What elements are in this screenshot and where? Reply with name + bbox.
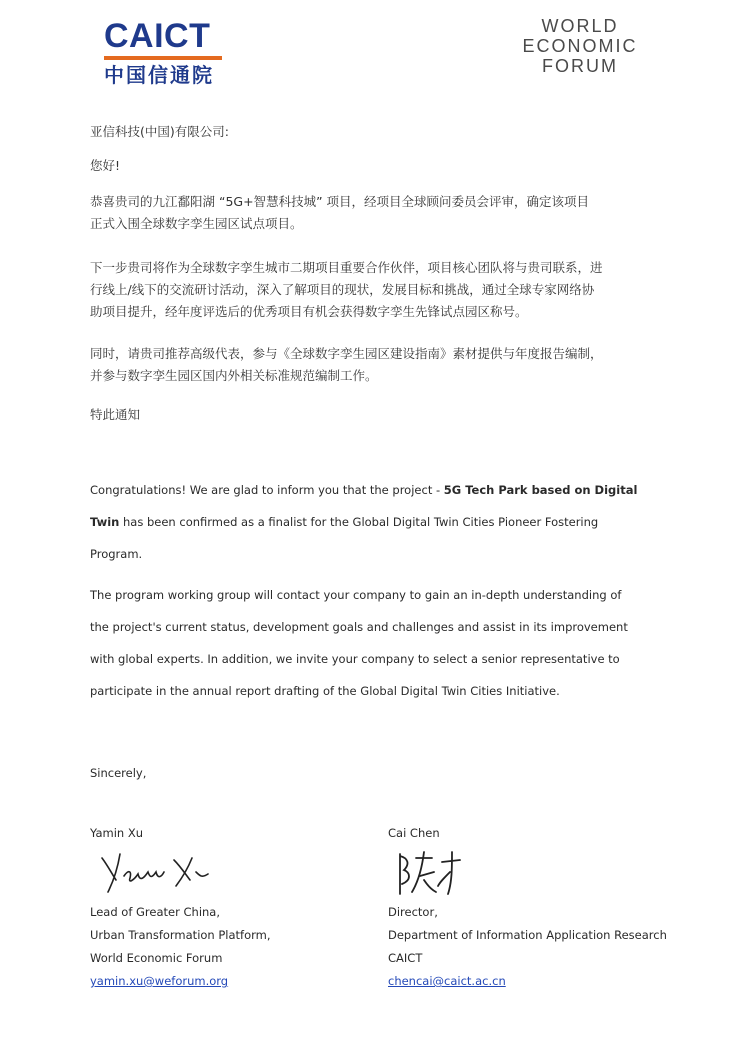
right-signatory-title1: Director,: [388, 905, 438, 919]
en-p1-project-name-b: Twin: [90, 515, 120, 529]
en-p1-line1: [90, 474, 680, 506]
cn-greeting: 您好!: [90, 158, 121, 173]
en-p2-line3: with global experts. In addition, we invite your company to select a senior representative to: [90, 652, 620, 666]
wef-logo-line3: FORUM: [542, 56, 618, 76]
caict-logo-word: CAICT: [104, 17, 211, 55]
cn-p3-line2: 并参与数字孪生园区国内外相关标准规范编制工作。: [90, 368, 378, 383]
cn-p3-line1: 同时，请贵司推荐高级代表，参与《全球数字孪生园区建设指南》素材提供与年度报告编制，: [90, 346, 603, 361]
left-signatory-details: [90, 901, 271, 993]
right-signatory-name: Cai Chen: [388, 826, 440, 840]
cn-paragraph-2: [90, 257, 670, 323]
en-p2-line1: The program working group will contact your company to gain an in-depth understanding of: [90, 588, 622, 602]
wef-logo-line1: WORLD: [541, 16, 619, 36]
cn-p2-line3: 助项目提升，经年度评选后的优秀项目有机会获得数字孪生先锋试点园区称号。: [90, 304, 528, 319]
en-p1-text-b: has been confirmed as a finalist for the Global Digital Twin Cities Pioneer Fostering: [119, 515, 599, 529]
cn-p2-line1: 下一步贵司将作为全球数字孪生城市二期项目重要合作伙伴，项目核心团队将与贵司联系，进: [90, 260, 603, 275]
right-signatory-title3: CAICT: [388, 951, 423, 965]
wef-logo-line2: ECONOMIC: [522, 36, 638, 56]
caict-logo-bar: [104, 56, 222, 60]
caict-logo: [104, 18, 228, 87]
en-p1-project-name-a: 5G Tech Park based on Digital: [443, 483, 638, 497]
cn-paragraph-1: [90, 191, 670, 235]
right-signatory-details: [388, 901, 667, 993]
en-paragraph-1: [90, 474, 680, 570]
right-signatory-email[interactable]: chencai@caict.ac.cn: [388, 974, 506, 988]
cn-paragraph-3: [90, 343, 670, 387]
left-signatory-title2: Urban Transformation Platform,: [90, 928, 271, 942]
right-signature: [394, 848, 464, 898]
cn-closing: 特此通知: [90, 407, 141, 422]
en-p1-line3: Program.: [90, 547, 143, 561]
cn-p1-line1: 恭喜贵司的九江鄱阳湖 “5G+智慧科技城” 项目，经项目全球顾问委员会评审，确定该项目: [90, 194, 590, 209]
left-signatory-title1: Lead of Greater China,: [90, 905, 221, 919]
wef-logo: [515, 16, 645, 76]
en-p1-line2: [90, 506, 680, 538]
en-paragraph-2: [90, 579, 680, 707]
en-p1-text-a: Congratulations! We are glad to inform you that the project -: [90, 483, 444, 497]
caict-logo-chinese: 中国信通院: [104, 63, 214, 87]
en-p2-line4: participate in the annual report drafting of the Global Digital Twin Cities Initiative.: [90, 684, 560, 698]
left-signatory-name: Yamin Xu: [90, 826, 143, 840]
en-sign-off: Sincerely,: [90, 766, 147, 780]
en-p2-line2: the project's current status, development goals and challenges and assist in its improvement: [90, 620, 628, 634]
left-signatory-email[interactable]: yamin.xu@weforum.org: [90, 974, 229, 988]
cn-p1-line2: 正式入围全球数字孪生园区试点项目。: [90, 216, 303, 231]
left-signature: [98, 846, 218, 894]
right-signatory-title2: Department of Information Application Research: [388, 928, 667, 942]
cn-salutation: 亚信科技(中国)有限公司:: [90, 124, 229, 139]
left-signatory-title3: World Economic Forum: [90, 951, 223, 965]
cn-p2-line2: 行线上/线下的交流研讨活动，深入了解项目的现状，发展目标和挑战，通过全球专家网络协: [90, 282, 595, 297]
